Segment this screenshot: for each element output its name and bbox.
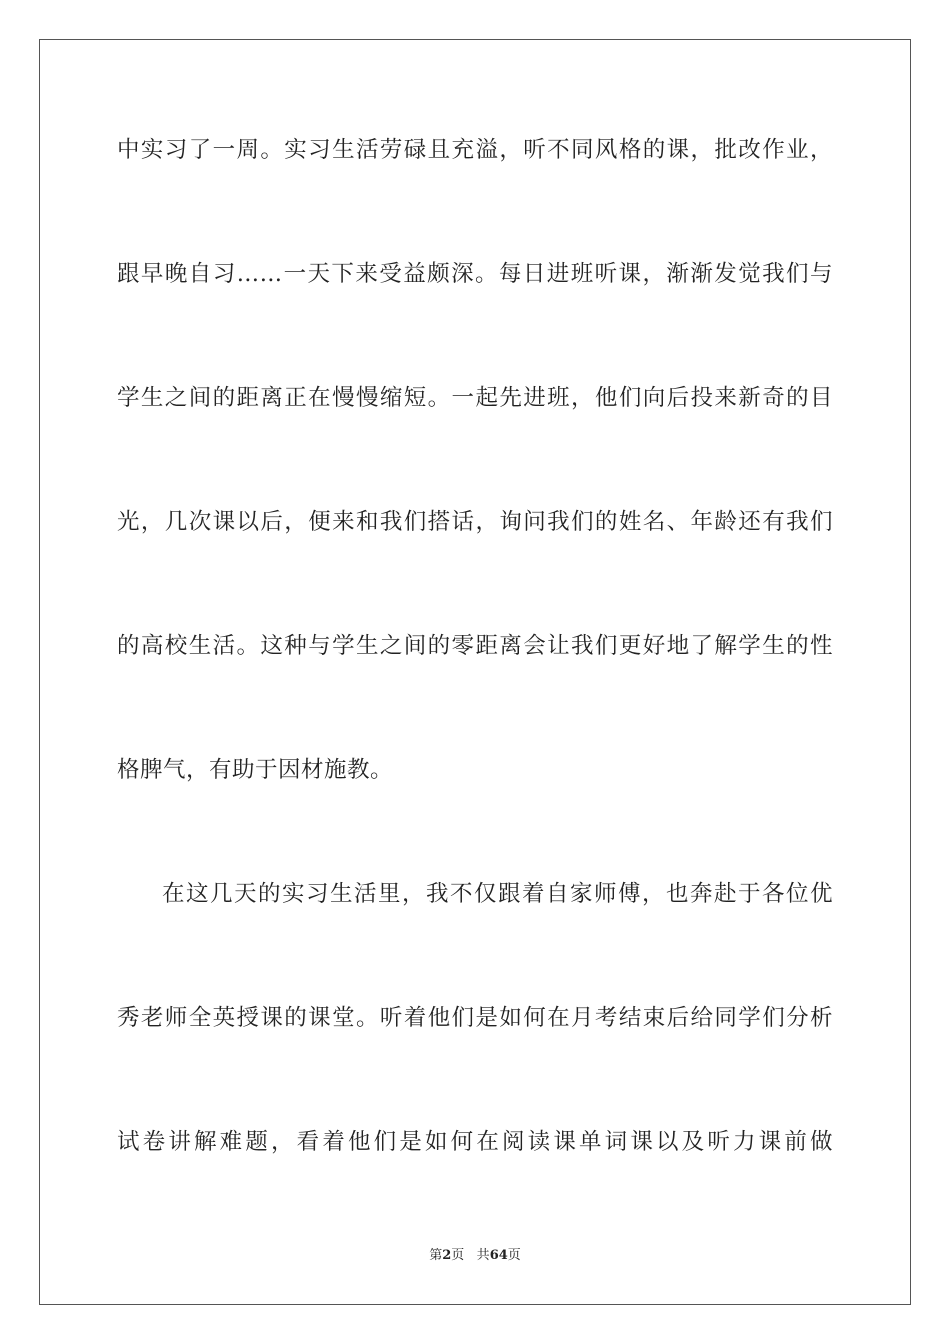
total-prefix: 共 <box>476 1248 490 1263</box>
text-line-8: 秀老师全英授课的课堂。听着他们是如何在月考结束后给同学们分析 <box>117 1005 833 1031</box>
text-line-7: 在这几天的实习生活里，我不仅跟着自家师傅，也奔赴于各位优 <box>162 881 833 907</box>
text-line-4: 光，几次课以后，便来和我们搭话，询问我们的姓名、年龄还有我们 <box>117 509 833 535</box>
text-line-9: 试卷讲解难题，看着他们是如何在阅读课单词课以及听力课前做 <box>117 1129 833 1155</box>
total-suffix: 页 <box>507 1248 521 1263</box>
page-suffix: 页 <box>451 1248 465 1263</box>
text-line-2: 跟早晚自习……一天下来受益颇深。每日进班听课，渐渐发觉我们与 <box>117 261 833 287</box>
page-footer <box>0 1247 950 1265</box>
text-line-6: 格脾气，有助于因材施教。 <box>117 757 394 783</box>
text-line-1: 中实习了一周。实习生活劳碌且充溢，听不同风格的课，批改作业， <box>117 137 833 163</box>
text-line-5: 的高校生活。这种与学生之间的零距离会让我们更好地了解学生的性 <box>117 633 833 659</box>
page-border <box>39 39 911 1305</box>
page-number: 2 <box>442 1248 452 1263</box>
total-pages: 64 <box>489 1248 508 1263</box>
page-prefix: 第 <box>429 1248 443 1263</box>
text-line-3: 学生之间的距离正在慢慢缩短。一起先进班，他们向后投来新奇的目 <box>117 385 833 411</box>
